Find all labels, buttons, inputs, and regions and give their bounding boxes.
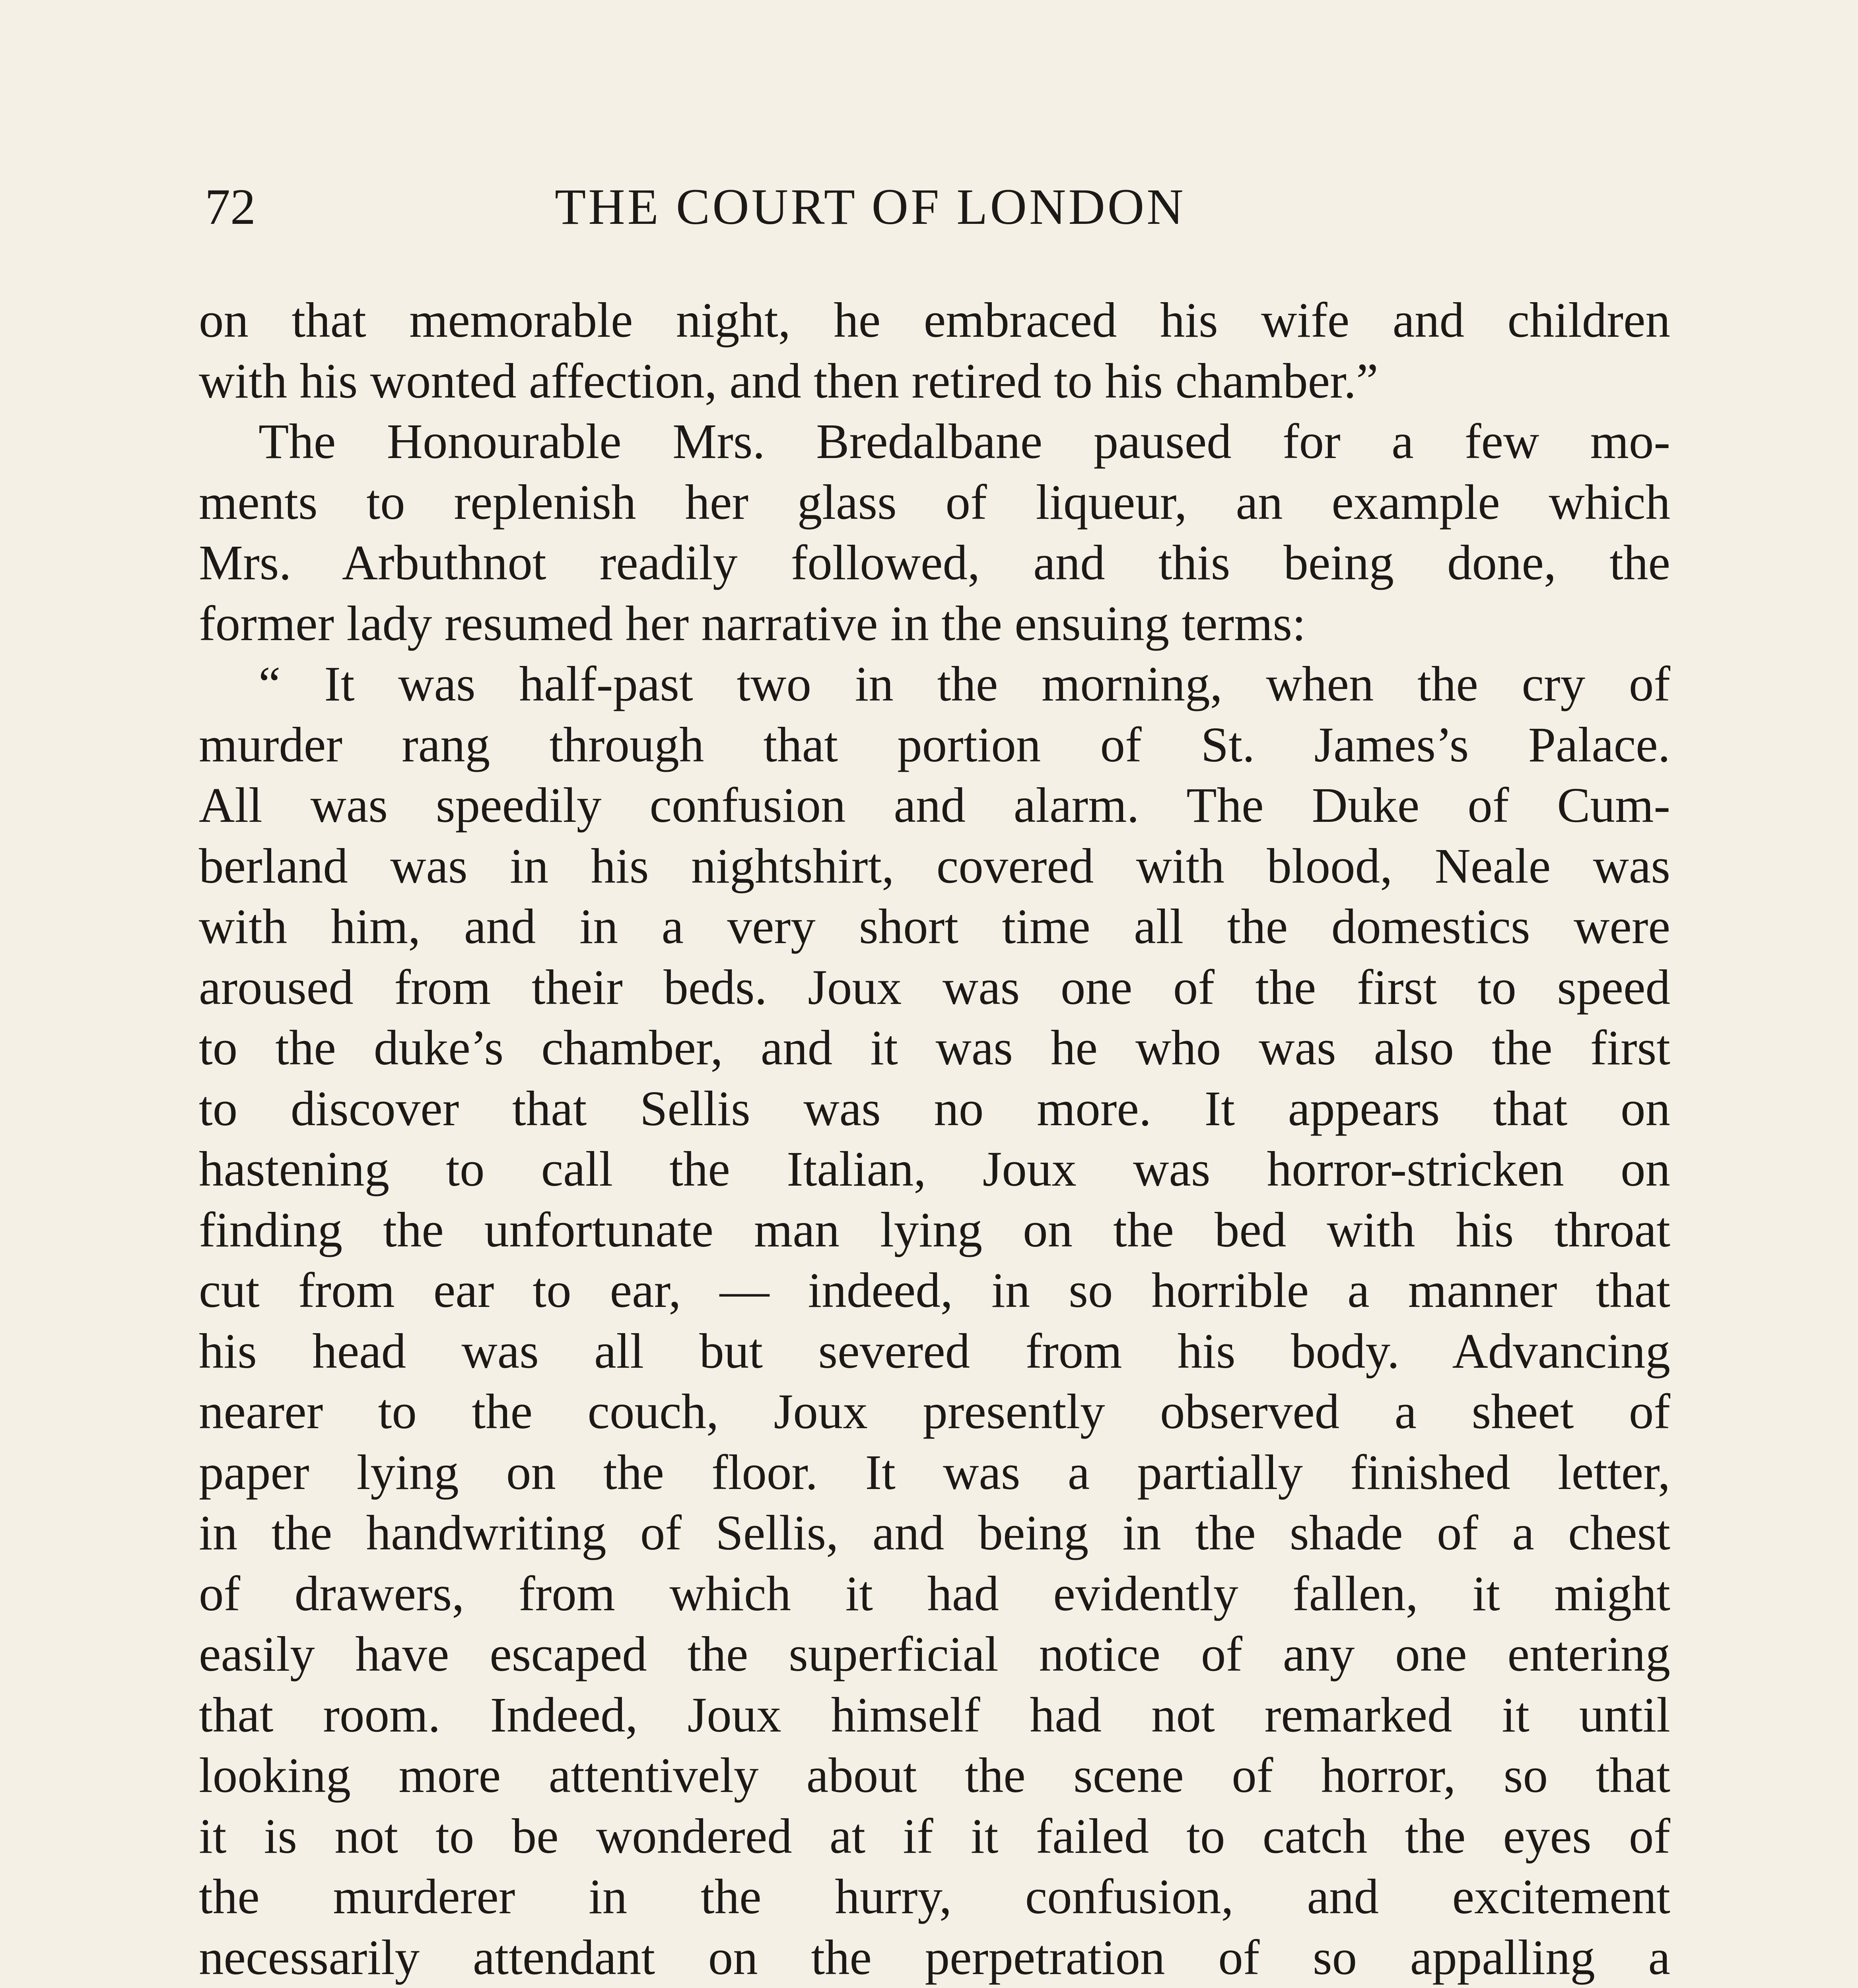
text-line: the murderer in the hurry, confusion, and excitement: [199, 1870, 1670, 1924]
text-line: finding the unfortunate man lying on the bed with his throat: [199, 1202, 1670, 1258]
text-line: aroused from their beds. Joux was one of the first to speed: [199, 960, 1670, 1015]
text-line: in the handwriting of Sellis, and being in the shade of a chest: [199, 1506, 1670, 1561]
text-line: murder rang through that portion of St. James’s Palace.: [199, 717, 1670, 773]
text-line: with his wonted affection, and then retired to his chamber.”: [199, 353, 1378, 409]
text-line: ments to replenish her glass of liqueur, an example which: [199, 475, 1670, 530]
text-line: looking more attentively about the scene of horror, so that: [199, 1748, 1670, 1803]
text-line: paper lying on the floor. It was a partially finished letter,: [199, 1445, 1670, 1500]
text-line: to discover that Sellis was no more. It appears that on: [199, 1081, 1670, 1136]
text-line: cut from ear to ear, — indeed, in so horrible a manner that: [199, 1263, 1670, 1318]
text-line: of drawers, from which it had evidently fallen, it might: [199, 1566, 1670, 1621]
text-line: it is not to be wondered at if it failed to catch the eyes of: [199, 1809, 1670, 1864]
page-number: 72: [205, 179, 256, 235]
text-line: The Honourable Mrs. Bredalbane paused for a few mo-: [258, 414, 1670, 469]
text-line: “ It was half-past two in the morning, when the cry of: [258, 657, 1670, 712]
text-line: his head was all but severed from his body. Advancing: [199, 1324, 1670, 1379]
text-line: All was speedily confusion and alarm. The Duke of Cum-: [199, 778, 1670, 833]
text-line: Mrs. Arbuthnot readily followed, and this being done, the: [199, 536, 1670, 590]
running-title: THE COURT OF LONDON: [555, 179, 1186, 235]
text-line: former lady resumed her narrative in the ensuing terms:: [199, 596, 1306, 651]
text-line: easily have escaped the superficial notice of any one entering: [199, 1627, 1670, 1682]
text-line: nearer to the couch, Joux presently observed a sheet of: [199, 1384, 1670, 1439]
text-line: hastening to call the Italian, Joux was horror-stricken on: [199, 1142, 1670, 1197]
text-line: to the duke’s chamber, and it was he who was also the first: [199, 1021, 1670, 1076]
page-header: [205, 175, 1666, 239]
text-line: with him, and in a very short time all the domestics were: [199, 899, 1670, 954]
text-line: necessarily attendant on the perpetration of so appalling a: [199, 1930, 1670, 1985]
text-line: that room. Indeed, Joux himself had not remarked it until: [199, 1687, 1670, 1743]
body-text: [199, 290, 1670, 1988]
text-line: berland was in his nightshirt, covered with blood, Neale was: [199, 839, 1670, 894]
text-line: on that memorable night, he embraced his wife and children: [199, 293, 1670, 348]
